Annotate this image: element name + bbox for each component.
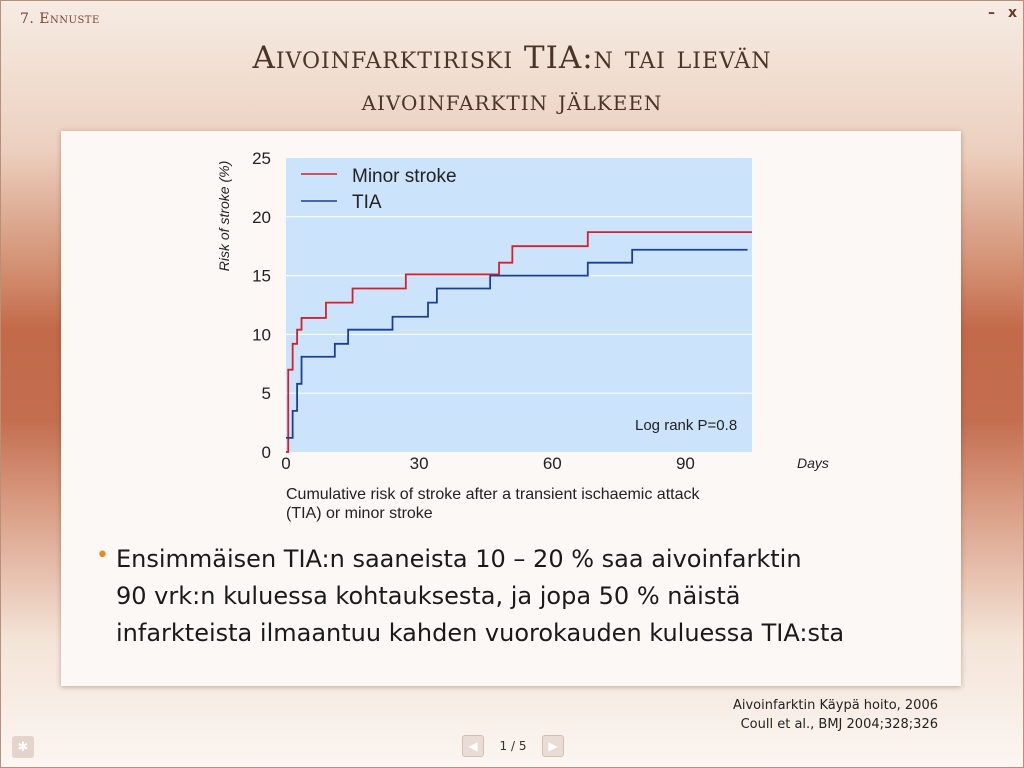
legend-label-tia: TIA <box>352 192 382 213</box>
reference-line: Coull et al., BMJ 2004;328;326 <box>740 717 938 732</box>
bullet-line: infarkteista ilmaantuu kahden vuorokauden kuluessa TIA:sta <box>116 619 845 647</box>
page-indicator: 1 / 5 <box>499 739 527 753</box>
legend-label-minor-stroke: Minor stroke <box>352 166 457 187</box>
slide-title-line-2: aivoinfarktin jälkeen <box>361 84 663 117</box>
slide-navigation <box>462 734 564 758</box>
chart-caption-line-2: (TIA) or minor stroke <box>286 505 433 522</box>
bullet-line: Ensimmäisen TIA:n saaneista 10 – 20 % saa aivoinfarktin <box>116 545 802 573</box>
y-tick-label: 15 <box>252 266 271 286</box>
y-tick-label: 20 <box>252 207 271 227</box>
y-tick-label: 10 <box>252 325 271 345</box>
x-axis-label: Days <box>797 455 829 471</box>
close-button[interactable]: x <box>1008 5 1018 21</box>
y-tick-labels <box>252 149 271 462</box>
x-tick-labels <box>281 454 695 473</box>
y-tick-label: 25 <box>252 149 271 168</box>
bullet-text <box>116 541 936 652</box>
bullet-icon: • <box>96 543 109 568</box>
chart-caption-line-1: Cumulative risk of stroke after a transient ischaemic attack <box>286 486 700 503</box>
x-tick-label: 30 <box>409 454 429 473</box>
y-tick-label: 0 <box>261 443 271 462</box>
y-axis-label: Risk of stroke (%) <box>216 160 232 272</box>
x-tick-label: 90 <box>675 454 695 473</box>
minimize-button[interactable]: – <box>988 5 995 21</box>
settings-button[interactable]: ✱ <box>12 736 34 758</box>
content-panel <box>61 131 961 686</box>
x-tick-label: 60 <box>542 454 562 473</box>
risk-chart <box>61 131 961 531</box>
y-tick-label: 5 <box>261 384 271 404</box>
x-tick-label: 0 <box>281 454 291 473</box>
next-slide-button[interactable]: ▶ <box>542 735 564 757</box>
section-label: 7. Ennuste <box>20 11 100 27</box>
previous-slide-button[interactable]: ◀ <box>462 735 484 757</box>
reference-line: Aivoinfarktin Käypä hoito, 2006 <box>732 698 938 713</box>
slide-title-line-1: Aivoinfarktiriski TIA:n tai lievän <box>252 40 772 76</box>
bullet-line: 90 vrk:n kuluessa kohtauksesta, ja jopa 50 % näistä <box>116 582 741 610</box>
chart-annotation: Log rank P=0.8 <box>635 417 738 434</box>
